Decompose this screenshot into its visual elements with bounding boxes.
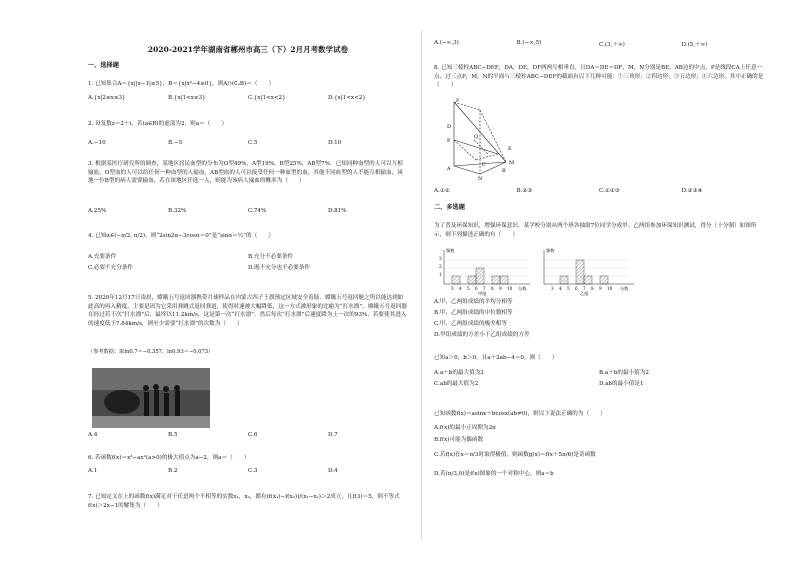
- option: A.a＋b的最大值为2: [434, 370, 484, 376]
- option: B.(−∞,5): [516, 40, 542, 46]
- x-tick: 8: [491, 286, 494, 291]
- option: C.{x|1<x<2}: [248, 95, 286, 101]
- option: A.1: [88, 468, 98, 474]
- option: D.ab的最小值是1: [599, 381, 644, 387]
- column-divider: [421, 30, 422, 540]
- x-tick: 5: [467, 286, 470, 291]
- question-2-options: [88, 140, 408, 146]
- option: D.10: [328, 140, 342, 146]
- question-7-options: [434, 40, 764, 48]
- histogram-group-b: [544, 247, 634, 296]
- question-11-option-d: D.若(π/3,0)是f(x)图象的一个对称中心，则a＝b: [434, 471, 554, 477]
- vertex-label: F: [456, 98, 460, 104]
- option: A.4: [88, 432, 98, 438]
- y-axis-label: 频数: [446, 248, 455, 253]
- vertex-label: P: [447, 138, 451, 144]
- option: B.32%: [168, 208, 187, 214]
- question-6-options: [88, 468, 408, 474]
- question-9-option-b: B.甲、乙两组成绩的中位数相等: [434, 310, 513, 316]
- vertex-label: Q: [474, 134, 479, 140]
- option: B.−5: [168, 140, 183, 146]
- x-tick: 9: [599, 286, 602, 291]
- option: D.4: [328, 468, 338, 474]
- option: D.②③④: [681, 188, 703, 194]
- question-9-option-d: D.甲组成绩的方差小于乙组成绩的方差: [434, 332, 530, 338]
- question-11-option-b: B.f(x)可能为偶函数: [434, 437, 484, 443]
- question-1: 1. 已知集合A＝{x||x−1|≤5}，B＝{x|x²−4≥0}，则A∩(∁ᵤB)＝（ ）: [88, 81, 275, 87]
- vertex-label: N: [478, 176, 483, 180]
- option: D.既不充分也不必要条件: [248, 265, 311, 271]
- vertex-label: D: [447, 124, 452, 130]
- option: C.ab的最大值为2: [434, 381, 479, 387]
- question-3-options: [88, 208, 408, 214]
- question-10-options: [434, 368, 764, 387]
- x-tick: 5: [567, 286, 570, 291]
- option: A.充要条件: [88, 254, 117, 260]
- option: C.①②③: [599, 188, 620, 194]
- question-5: 5. 2020年12月17日凌晨，嫦娥五号返回器携带月球样品在内蒙古四子王旗预定区域安全着陆．嫦娥五号返回舱之所以能达到如此高的再入精度，主要是因为它采用弹跳式返回弹道，使得时速被大幅降低，这一方式被形象的比喻为“打水漂”，嫦娥五号返回器在经过若干次“打水漂”后，最终以11.2km/s，这是第一次“打水漂”，然后每次“打水漂”后速度降为上一次的93%，若要使其进入的速度低于7.84km/s，则至少需要“打水漂”的次数为（ ）: [88, 295, 407, 327]
- vertex-label: B: [502, 168, 506, 174]
- option: D.(5,＋∞): [681, 42, 708, 48]
- vertex-label: C: [482, 162, 486, 168]
- option: C.6: [248, 432, 258, 438]
- y-tick: 2: [439, 264, 442, 269]
- vertex-label: M: [509, 160, 515, 166]
- x-tick: 9: [499, 286, 502, 291]
- question-7: 7. 已知定义在上的函数f(x)满足对于任意两个不相等的实数x₁，x₂，都有(f(x₁)−f(x₂))/(x₁−x₂)＞2成立，且f(3)＝5，则不等式f(x)＞2x−1的解集为（ ）: [88, 494, 400, 509]
- option: B.②③: [516, 188, 533, 194]
- option: B.5: [168, 432, 178, 438]
- prism-figure: [440, 96, 524, 184]
- option: C.必要不充分条件: [88, 265, 134, 271]
- question-1-options: [88, 95, 408, 101]
- option: D.7: [328, 432, 338, 438]
- x-tick: 6: [475, 286, 478, 291]
- question-6: 6. 若函数f(x)＝x³−ax²(a>0)的极大值点为a−2，则a＝（ ）: [88, 455, 250, 461]
- x-axis-label: 分数: [518, 286, 527, 291]
- option: C.3: [248, 468, 258, 474]
- chart-caption: 乙组: [580, 291, 589, 296]
- question-11-option-c: C.若f(x)在x＝π/3时取得极值，则函数g(x)＝f(x＋5π/6)是奇函数: [434, 452, 596, 458]
- question-5-options: [88, 432, 408, 438]
- question-9-option-c: C.甲、乙两组成绩的极差相等: [434, 321, 507, 327]
- y-axis-label: 频数: [546, 248, 555, 253]
- x-tick: 4: [459, 286, 462, 291]
- question-4: 4. 已知α∈(−π/2, π/2)，则“2sin2α−3cosα＝0”是“sinα＝½”的（ ）: [88, 233, 275, 239]
- option: B.充分不必要条件: [248, 254, 294, 260]
- y-tick: 3: [439, 256, 442, 261]
- option: A.{x|2≤x≤3}: [88, 95, 126, 101]
- option: D.{x|1<x<2}: [328, 95, 366, 101]
- x-tick: 10: [607, 286, 613, 291]
- option: C.5: [248, 140, 258, 146]
- option: B.{x|1<x≤3}: [168, 95, 206, 101]
- option: A.①②: [434, 188, 450, 194]
- question-10: 已知a＞0，b＞0，且a＋2ab−4＝0，则（ ）: [434, 355, 558, 361]
- question-4-options: [88, 252, 408, 271]
- x-tick: 7: [483, 286, 486, 291]
- score-histograms: [438, 246, 638, 300]
- section-heading-choice: 一、选择题: [88, 62, 119, 69]
- reentry-capsule-photo: [92, 368, 210, 428]
- x-tick: 3: [451, 286, 454, 291]
- vertex-label: A: [447, 166, 451, 172]
- question-9: 为了普及环保知识，增强环保意识，某学校分别从两个班各抽取7位同学分成甲、乙两组参加环保知识测试，得分（十分制）如图所示，则下列描述正确的有（ ）: [434, 223, 757, 238]
- question-11-option-a: A.f(x)的最小正周期为2π: [434, 425, 496, 431]
- option: C.(3,＋∞): [599, 42, 625, 48]
- option: A.25%: [88, 208, 107, 214]
- question-8: 8. 已知三棱柱ABC−DEF，DA，DE，DF两两互相垂直，且DA＝DE＝DF，M，N分别是BE，AB边的中点，P是线段CA上任意一点，过三点P，M，N的平面与三棱柱ABC−DEF的截面有以下几种可能：①三角形；②四边形；③五边形；④六边形，其中正确的是（ ）: [434, 65, 764, 89]
- option: A.(−∞,3): [434, 40, 459, 46]
- question-3: 3. 根据某医疗研究所的调查，某地区居民血型的分布为O型49%，A型19%，B型25%，AB型7%．已知同种血型的人可以互相输血，O型血的人可以给任何一种血型的人输血，AB型血的人可以接受任何一种血型的血，其他不同血型的人不能互相输血，该地一位B型的病人需要输血，若在该地区任选一人，则能为该病人输血的概率为（ ）: [88, 161, 403, 185]
- x-tick: 4: [559, 286, 562, 291]
- page-title: 2020-2021学年湖南省郴州市高三（下）2月月考数学试卷: [147, 45, 349, 54]
- x-axis-label: 分数: [620, 286, 629, 291]
- question-11: 已知函数f(x)＝asinx＋bcosx(ab≠0)，则以下说法正确的为（ ）: [434, 411, 606, 417]
- x-tick: 7: [583, 286, 586, 291]
- option: A.−10: [88, 140, 106, 146]
- x-tick: 10: [507, 286, 513, 291]
- section-heading-multi: 二、多选题: [434, 204, 465, 211]
- question-8-options: [434, 188, 764, 194]
- question-9-option-a: A.甲、乙两组成绩的平均分相等: [434, 299, 513, 305]
- x-tick: 6: [575, 286, 578, 291]
- option: B.2: [168, 468, 178, 474]
- x-tick: 3: [551, 286, 554, 291]
- option: B.a＋b的最小值为2: [599, 370, 649, 376]
- question-2: 2. 设复数z＝2＋i，若(a∈R)的虚部为2，则a＝（ ）: [88, 121, 228, 127]
- option: C.74%: [248, 208, 267, 214]
- option: D.81%: [328, 208, 347, 214]
- x-tick: 8: [591, 286, 594, 291]
- chart-caption: 甲组: [478, 291, 487, 296]
- vertex-label: E: [508, 146, 512, 152]
- y-tick: 1: [439, 272, 442, 277]
- question-5-reference: （参考数据：取ln0.7＝−0.357，ln0.93＝−0.073）: [88, 349, 214, 355]
- histogram-group-a: [439, 247, 530, 296]
